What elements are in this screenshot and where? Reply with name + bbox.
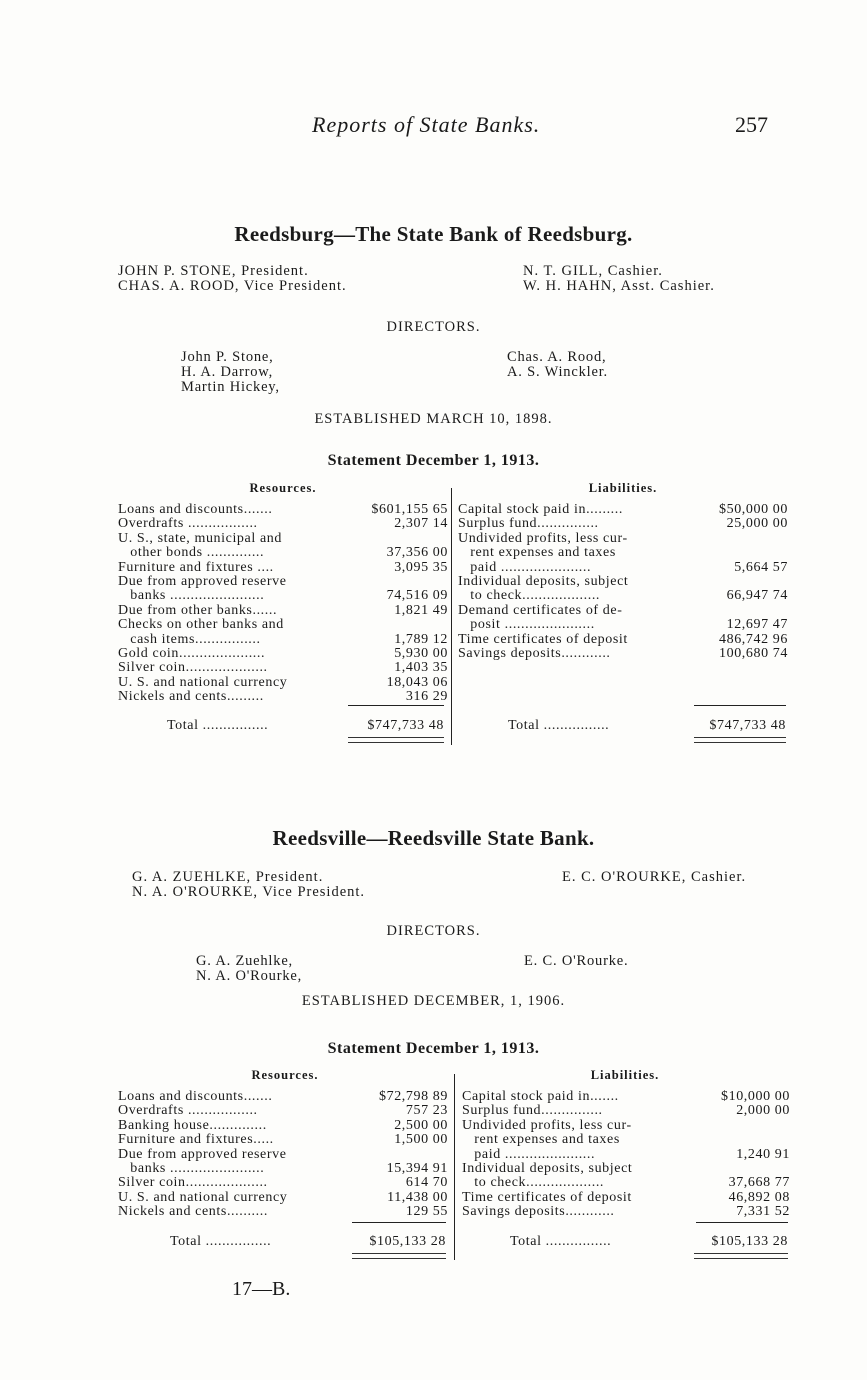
ledger-row-label: U. S. and national currency <box>118 1190 288 1205</box>
ledger-row <box>118 633 448 647</box>
ledger-row-label: paid ...................... <box>462 1147 596 1162</box>
ledger-row-amount: 1,240 91 <box>736 1146 790 1162</box>
ledger-row <box>462 1090 790 1104</box>
ledger-row-label: rent expenses and taxes <box>458 546 616 561</box>
ledger-row <box>458 546 788 560</box>
ledger-row-amount: 18,043 06 <box>386 674 448 690</box>
directors-heading: DIRECTORS. <box>386 923 481 939</box>
ledger-row-label: banks ....................... <box>118 589 265 604</box>
resources-total-amount: $747,733 48 <box>367 718 444 733</box>
ledger-row-label: Nickels and cents.......... <box>118 1205 268 1220</box>
director-name: Chas. A. Rood, <box>507 349 607 365</box>
statement-title: Statement December 1, 1913. <box>327 1040 540 1057</box>
ledger-row-amount: 614 70 <box>405 1175 448 1191</box>
ledger-row-amount: 316 29 <box>405 689 448 705</box>
ledger-row <box>462 1148 790 1162</box>
ledger-row <box>118 1104 448 1118</box>
ledger-row <box>462 1133 790 1147</box>
director-name: John P. Stone, <box>181 349 274 365</box>
ledger-row-amount: 66,947 74 <box>726 588 788 604</box>
ledger-row-label: Capital stock paid in....... <box>462 1090 619 1104</box>
column-divider <box>451 488 452 745</box>
ledger-row-label: Banking house.............. <box>118 1118 267 1133</box>
ledger-row-amount: $72,798 89 <box>379 1089 448 1104</box>
ledger-row-amount: 2,500 00 <box>394 1117 448 1133</box>
ledger-row-amount: 37,356 00 <box>386 545 448 561</box>
resources-total-row <box>167 718 268 734</box>
officer-cashier: N. T. GILL, Cashier. <box>523 263 663 279</box>
statement-title: Statement December 1, 1913. <box>327 452 540 469</box>
ledger-row-label: Due from approved reserve <box>118 1147 287 1162</box>
liabilities-total-double-rule <box>694 737 786 743</box>
ledger-row-label: Gold coin..................... <box>118 647 266 661</box>
ledger-row-label: Nickels and cents......... <box>118 690 264 705</box>
ledger-row <box>458 647 788 661</box>
running-head <box>0 112 867 138</box>
ledger-row-label: Savings deposits............ <box>458 647 611 661</box>
resources-heading: Resources. <box>249 481 317 495</box>
ledger-row <box>458 575 788 589</box>
ledger-row <box>118 604 448 618</box>
director-name: A. S. Winckler. <box>507 364 608 380</box>
ledger-row-label: banks ....................... <box>118 1162 265 1176</box>
resources-subtotal-rule <box>352 1222 446 1223</box>
ledger-row-amount: 12,697 47 <box>726 617 788 633</box>
liabilities-heading: Liabilities. <box>590 1068 660 1082</box>
ledger-row-amount: 3,095 35 <box>394 559 448 575</box>
resources-total-row <box>170 1234 271 1250</box>
ledger-row-label: paid ...................... <box>458 560 592 575</box>
ledger-row <box>118 690 448 704</box>
ledger-row-amount: $601,155 65 <box>371 502 448 517</box>
ledger-row-amount: 46,892 08 <box>728 1189 790 1205</box>
ledger-row <box>458 618 788 632</box>
column-divider <box>454 1074 455 1260</box>
resources-subtotal-rule <box>348 705 444 706</box>
ledger-row <box>118 1162 448 1176</box>
ledger-row <box>458 633 788 647</box>
ledger-row-amount: 2,000 00 <box>736 1103 790 1119</box>
liabilities-total-amount: $105,133 28 <box>711 1234 788 1249</box>
ledger-row-amount: 25,000 00 <box>726 516 788 532</box>
ledger-row <box>462 1119 790 1133</box>
bank-title: Reedsville—Reedsville State Bank. <box>272 826 595 850</box>
total-label: Total ................ <box>170 1234 272 1249</box>
ledger-row-amount: 1,500 00 <box>394 1132 448 1148</box>
ledger-row-amount: 5,664 57 <box>734 559 788 575</box>
ledger-row <box>118 1205 448 1219</box>
ledger-row-label: Loans and discounts....... <box>118 1090 273 1104</box>
ledger-row-label: Surplus fund............... <box>458 517 599 532</box>
ledger-row-amount: 129 55 <box>405 1204 448 1220</box>
ledger-row-label: posit ...................... <box>458 618 595 633</box>
ledger-row <box>118 532 448 546</box>
ledger-row <box>118 575 448 589</box>
ledger-row-amount: 15,394 91 <box>386 1161 448 1176</box>
ledger-row-amount: 2,307 14 <box>394 516 448 532</box>
ledger-row-amount: 1,821 49 <box>394 602 448 618</box>
director-name: N. A. O'Rourke, <box>196 968 303 984</box>
ledger-row-label: Overdrafts ................. <box>118 1104 258 1119</box>
ledger-row-amount: 74,516 09 <box>386 588 448 604</box>
ledger-row-amount: 1,403 35 <box>394 660 448 676</box>
ledger-row <box>462 1176 790 1190</box>
liabilities-subtotal-rule <box>694 705 786 706</box>
ledger-row-label: other bonds .............. <box>118 546 265 561</box>
established-date: ESTABLISHED DECEMBER, 1, 1906. <box>301 993 566 1009</box>
ledger-row <box>118 503 448 517</box>
ledger-row-amount: $10,000 00 <box>721 1089 790 1104</box>
liabilities-heading: Liabilities. <box>588 481 658 495</box>
ledger-row-label: Demand certificates of de- <box>458 603 623 618</box>
ledger-row-label: Overdrafts ................. <box>118 517 258 532</box>
ledger-row-amount: 7,331 52 <box>736 1204 790 1220</box>
ledger-row-amount: 37,668 77 <box>728 1175 790 1191</box>
page-number: 257 <box>735 112 768 137</box>
resources-total-amount: $105,133 28 <box>369 1234 446 1249</box>
directors-heading: DIRECTORS. <box>386 319 481 335</box>
ledger-row <box>118 661 448 675</box>
ledger-row-label: Loans and discounts....... <box>118 503 273 517</box>
ledger-row-amount: 100,680 74 <box>719 646 788 661</box>
director-name: E. C. O'Rourke. <box>524 953 629 969</box>
ledger-row-amount: 1,789 12 <box>394 631 448 647</box>
total-label: Total ................ <box>508 718 610 733</box>
ledger-row-label: Furniture and fixtures .... <box>118 560 274 575</box>
ledger-row <box>462 1162 790 1176</box>
ledger-row <box>462 1191 790 1205</box>
ledger-row <box>118 546 448 560</box>
ledger-row <box>458 589 788 603</box>
ledger-row <box>118 517 448 531</box>
ledger-row <box>118 676 448 690</box>
ledger-row-label: Undivided profits, less cur- <box>462 1118 632 1133</box>
ledger-row-label: U. S., state, municipal and <box>118 531 282 546</box>
ledger-row-label: Surplus fund............... <box>462 1104 603 1119</box>
ledger-row-label: Individual deposits, subject <box>462 1162 633 1176</box>
ledger-row-label: to check................... <box>462 1176 605 1191</box>
ledger-row <box>458 503 788 517</box>
ledger-row-amount: 5,930 00 <box>394 646 448 661</box>
total-label: Total ................ <box>510 1234 612 1249</box>
ledger-row <box>118 1119 448 1133</box>
ledger-row-label: Silver coin.................... <box>118 661 268 676</box>
officer-asst-cashier: W. H. HAHN, Asst. Cashier. <box>523 278 715 294</box>
signature-mark: 17—B. <box>232 1278 291 1300</box>
ledger-row-label: Time certificates of deposit <box>458 632 628 647</box>
ledger-row-label: Individual deposits, subject <box>458 575 629 589</box>
ledger-row-label: to check................... <box>458 589 601 604</box>
ledger-row-label: Capital stock paid in......... <box>458 503 623 517</box>
resources-heading: Resources. <box>251 1068 319 1082</box>
ledger-row <box>458 532 788 546</box>
ledger-row-label: U. S. and national currency <box>118 675 288 690</box>
ledger-row-label: Checks on other banks and <box>118 618 284 633</box>
ledger-row <box>462 1104 790 1118</box>
ledger-row-label: cash items................ <box>118 632 261 647</box>
resources-total-double-rule <box>352 1253 446 1259</box>
total-label: Total ................ <box>167 718 269 733</box>
ledger-row <box>118 1191 448 1205</box>
liabilities-subtotal-rule <box>696 1222 788 1223</box>
bank-title: Reedsburg—The State Bank of Reedsburg. <box>234 222 633 246</box>
ledger-row <box>458 517 788 531</box>
ledger-row <box>462 1205 790 1219</box>
liabilities-total-amount: $747,733 48 <box>709 718 786 733</box>
ledger-row-amount: 486,742 96 <box>719 631 788 647</box>
ledger-row <box>118 589 448 603</box>
established-date: ESTABLISHED MARCH 10, 1898. <box>314 411 553 427</box>
ledger-row-label: Due from other banks...... <box>118 603 278 618</box>
ledger-row-label: Time certificates of deposit <box>462 1190 632 1205</box>
director-name: Martin Hickey, <box>181 379 280 395</box>
running-title: Reports of State Banks. <box>312 112 541 137</box>
ledger-row <box>118 1090 448 1104</box>
ledger-row <box>118 647 448 661</box>
ledger-row-label: Furniture and fixtures..... <box>118 1133 274 1148</box>
resources-total-double-rule <box>348 737 444 743</box>
ledger-row-amount: $50,000 00 <box>719 502 788 517</box>
officer-vice-president: CHAS. A. ROOD, Vice President. <box>118 278 347 294</box>
ledger-row-amount: 757 23 <box>405 1103 448 1119</box>
ledger-row-label: Silver coin.................... <box>118 1176 268 1191</box>
ledger-row <box>458 604 788 618</box>
ledger-row <box>118 618 448 632</box>
officer-cashier: E. C. O'ROURKE, Cashier. <box>562 869 747 885</box>
officer-vice-president: N. A. O'ROURKE, Vice President. <box>132 884 366 900</box>
ledger-row <box>118 1176 448 1190</box>
officer-president: JOHN P. STONE, President. <box>118 263 309 279</box>
ledger-row <box>458 561 788 575</box>
ledger-row-amount: 11,438 00 <box>387 1189 448 1205</box>
ledger-row-label: Undivided profits, less cur- <box>458 531 628 546</box>
ledger-row <box>118 1133 448 1147</box>
officer-president: G. A. ZUEHLKE, President. <box>132 869 324 885</box>
ledger-row-label: Savings deposits............ <box>462 1205 615 1220</box>
ledger-row-label: Due from approved reserve <box>118 575 287 589</box>
ledger-row-label: rent expenses and taxes <box>462 1133 620 1148</box>
liabilities-total-double-rule <box>694 1253 788 1259</box>
ledger-row <box>118 1148 448 1162</box>
director-name: G. A. Zuehlke, <box>196 953 293 969</box>
liabilities-total-row <box>508 718 609 734</box>
ledger-row <box>118 561 448 575</box>
liabilities-total-row <box>510 1234 611 1250</box>
director-name: H. A. Darrow, <box>181 364 274 380</box>
